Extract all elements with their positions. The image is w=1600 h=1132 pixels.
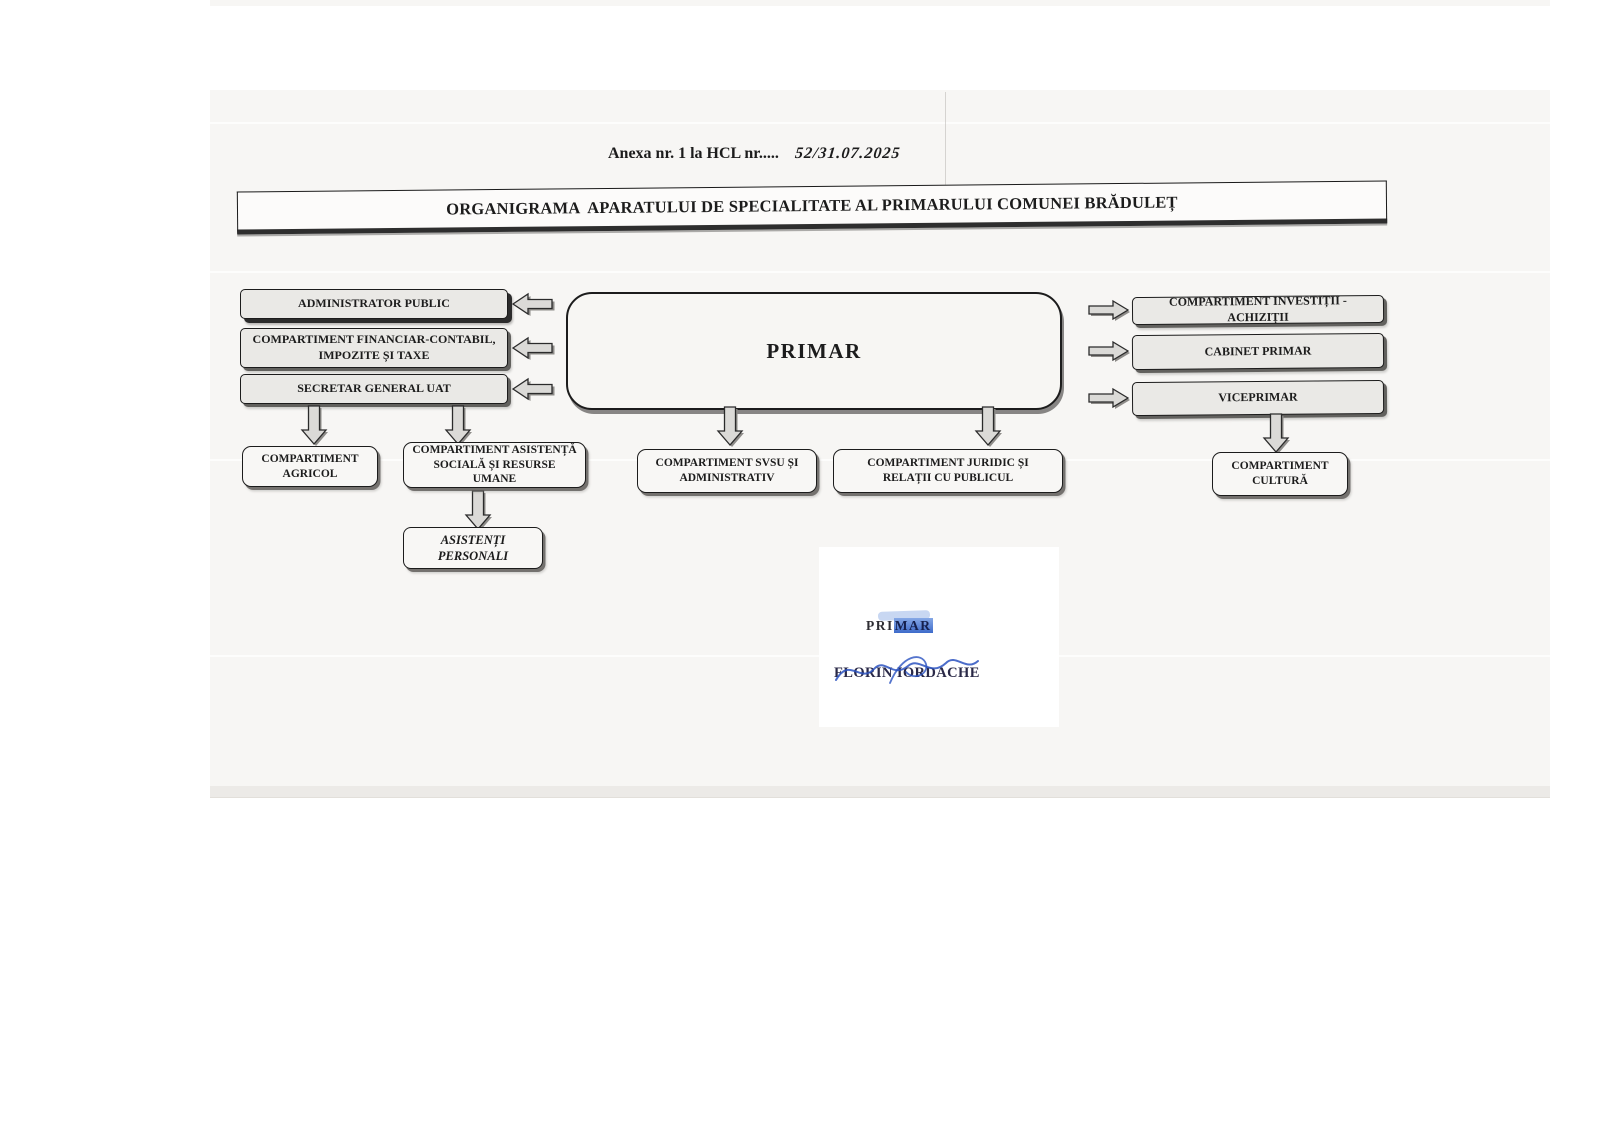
org-box-label: PRIMAR (766, 338, 862, 363)
org-box-label: ADMINISTRATOR PUBLIC (298, 296, 450, 311)
org-box-agricol (242, 446, 378, 487)
arrow-down-icon (463, 489, 493, 527)
scan-white-band (210, 6, 1550, 90)
signature-ink-icon (828, 648, 988, 690)
org-box-label: COMPARTIMENT SVSU ȘI ADMINISTRATIV (655, 457, 799, 484)
chart-title-box (237, 180, 1387, 234)
arrow-right-icon (1086, 340, 1132, 362)
arrow-right-icon (1086, 299, 1132, 321)
org-box-label: ASISTENȚI PERSONALI (437, 532, 509, 563)
org-box-label: COMPARTIMENT AGRICOL (261, 452, 359, 480)
org-box-label: COMPARTIMENT FINANCIAR-CONTABIL, IMPOZITE ȘI TAXE (252, 332, 496, 362)
org-box-label: CABINET PRIMAR (1204, 343, 1312, 359)
org-box-cultura (1212, 452, 1348, 496)
org-box-cabinet-primar (1132, 333, 1384, 370)
arrow-right-icon (1086, 387, 1132, 409)
signature-role-text: PRI (866, 618, 894, 633)
org-box-juridic-relatii (833, 449, 1063, 493)
arrow-left-icon (511, 377, 557, 401)
org-box-label: COMPARTIMENT CULTURĂ (1231, 460, 1329, 487)
org-box-asistenti-personali (403, 527, 543, 569)
signature-name: FLORIN IORDACHE (834, 665, 980, 681)
scan-artifact-line (210, 122, 1550, 124)
org-box-label: COMPARTIMENT INVESTIȚII - ACHIZIȚII (1168, 293, 1347, 325)
scanned-page (210, 0, 1550, 797)
chart-title: ORGANIGRAMA APARATULUI DE SPECIALITATE AL PRIMARULUI COMUNEI BRĂDULEȚ (446, 191, 1178, 219)
arrow-left-icon (511, 336, 557, 360)
org-box-primar (566, 292, 1062, 410)
org-box-viceprimar (1132, 380, 1384, 416)
org-box-svsu-administrativ (637, 449, 817, 493)
org-box-investitii-achizitii (1132, 295, 1384, 325)
arrow-down-icon (299, 404, 329, 448)
signature-role-highlight: MAR (894, 618, 932, 633)
org-box-administrator-public (240, 289, 508, 319)
org-box-secretar-general (240, 374, 508, 404)
arrow-down-icon (715, 405, 745, 449)
org-box-asistenta-sociala (403, 442, 586, 488)
org-box-label: COMPARTIMENT JURIDIC ȘI RELAȚII CU PUBLICUL (867, 457, 1029, 484)
annex-number: 52/31.07.2025 (794, 145, 902, 162)
arrow-down-icon (1261, 412, 1291, 452)
org-box-label: COMPARTIMENT ASISTENȚĂ SOCIALĂ ȘI RESURSE UMANE (412, 443, 577, 486)
annex-heading (608, 145, 900, 163)
org-box-label: VICEPRIMAR (1218, 389, 1298, 405)
signature-role (866, 618, 933, 634)
arrow-down-icon (973, 405, 1003, 449)
org-box-label: SECRETAR GENERAL UAT (297, 381, 451, 396)
signature-white-patch (819, 547, 1059, 727)
arrow-left-icon (511, 292, 557, 316)
annex-label: Anexa nr. 1 la HCL nr..... (608, 145, 779, 162)
scan-artifact-line (210, 271, 1550, 273)
org-box-financiar-contabil (240, 328, 508, 368)
page-bottom-edge (210, 786, 1550, 798)
scan-fold-line (945, 92, 946, 188)
